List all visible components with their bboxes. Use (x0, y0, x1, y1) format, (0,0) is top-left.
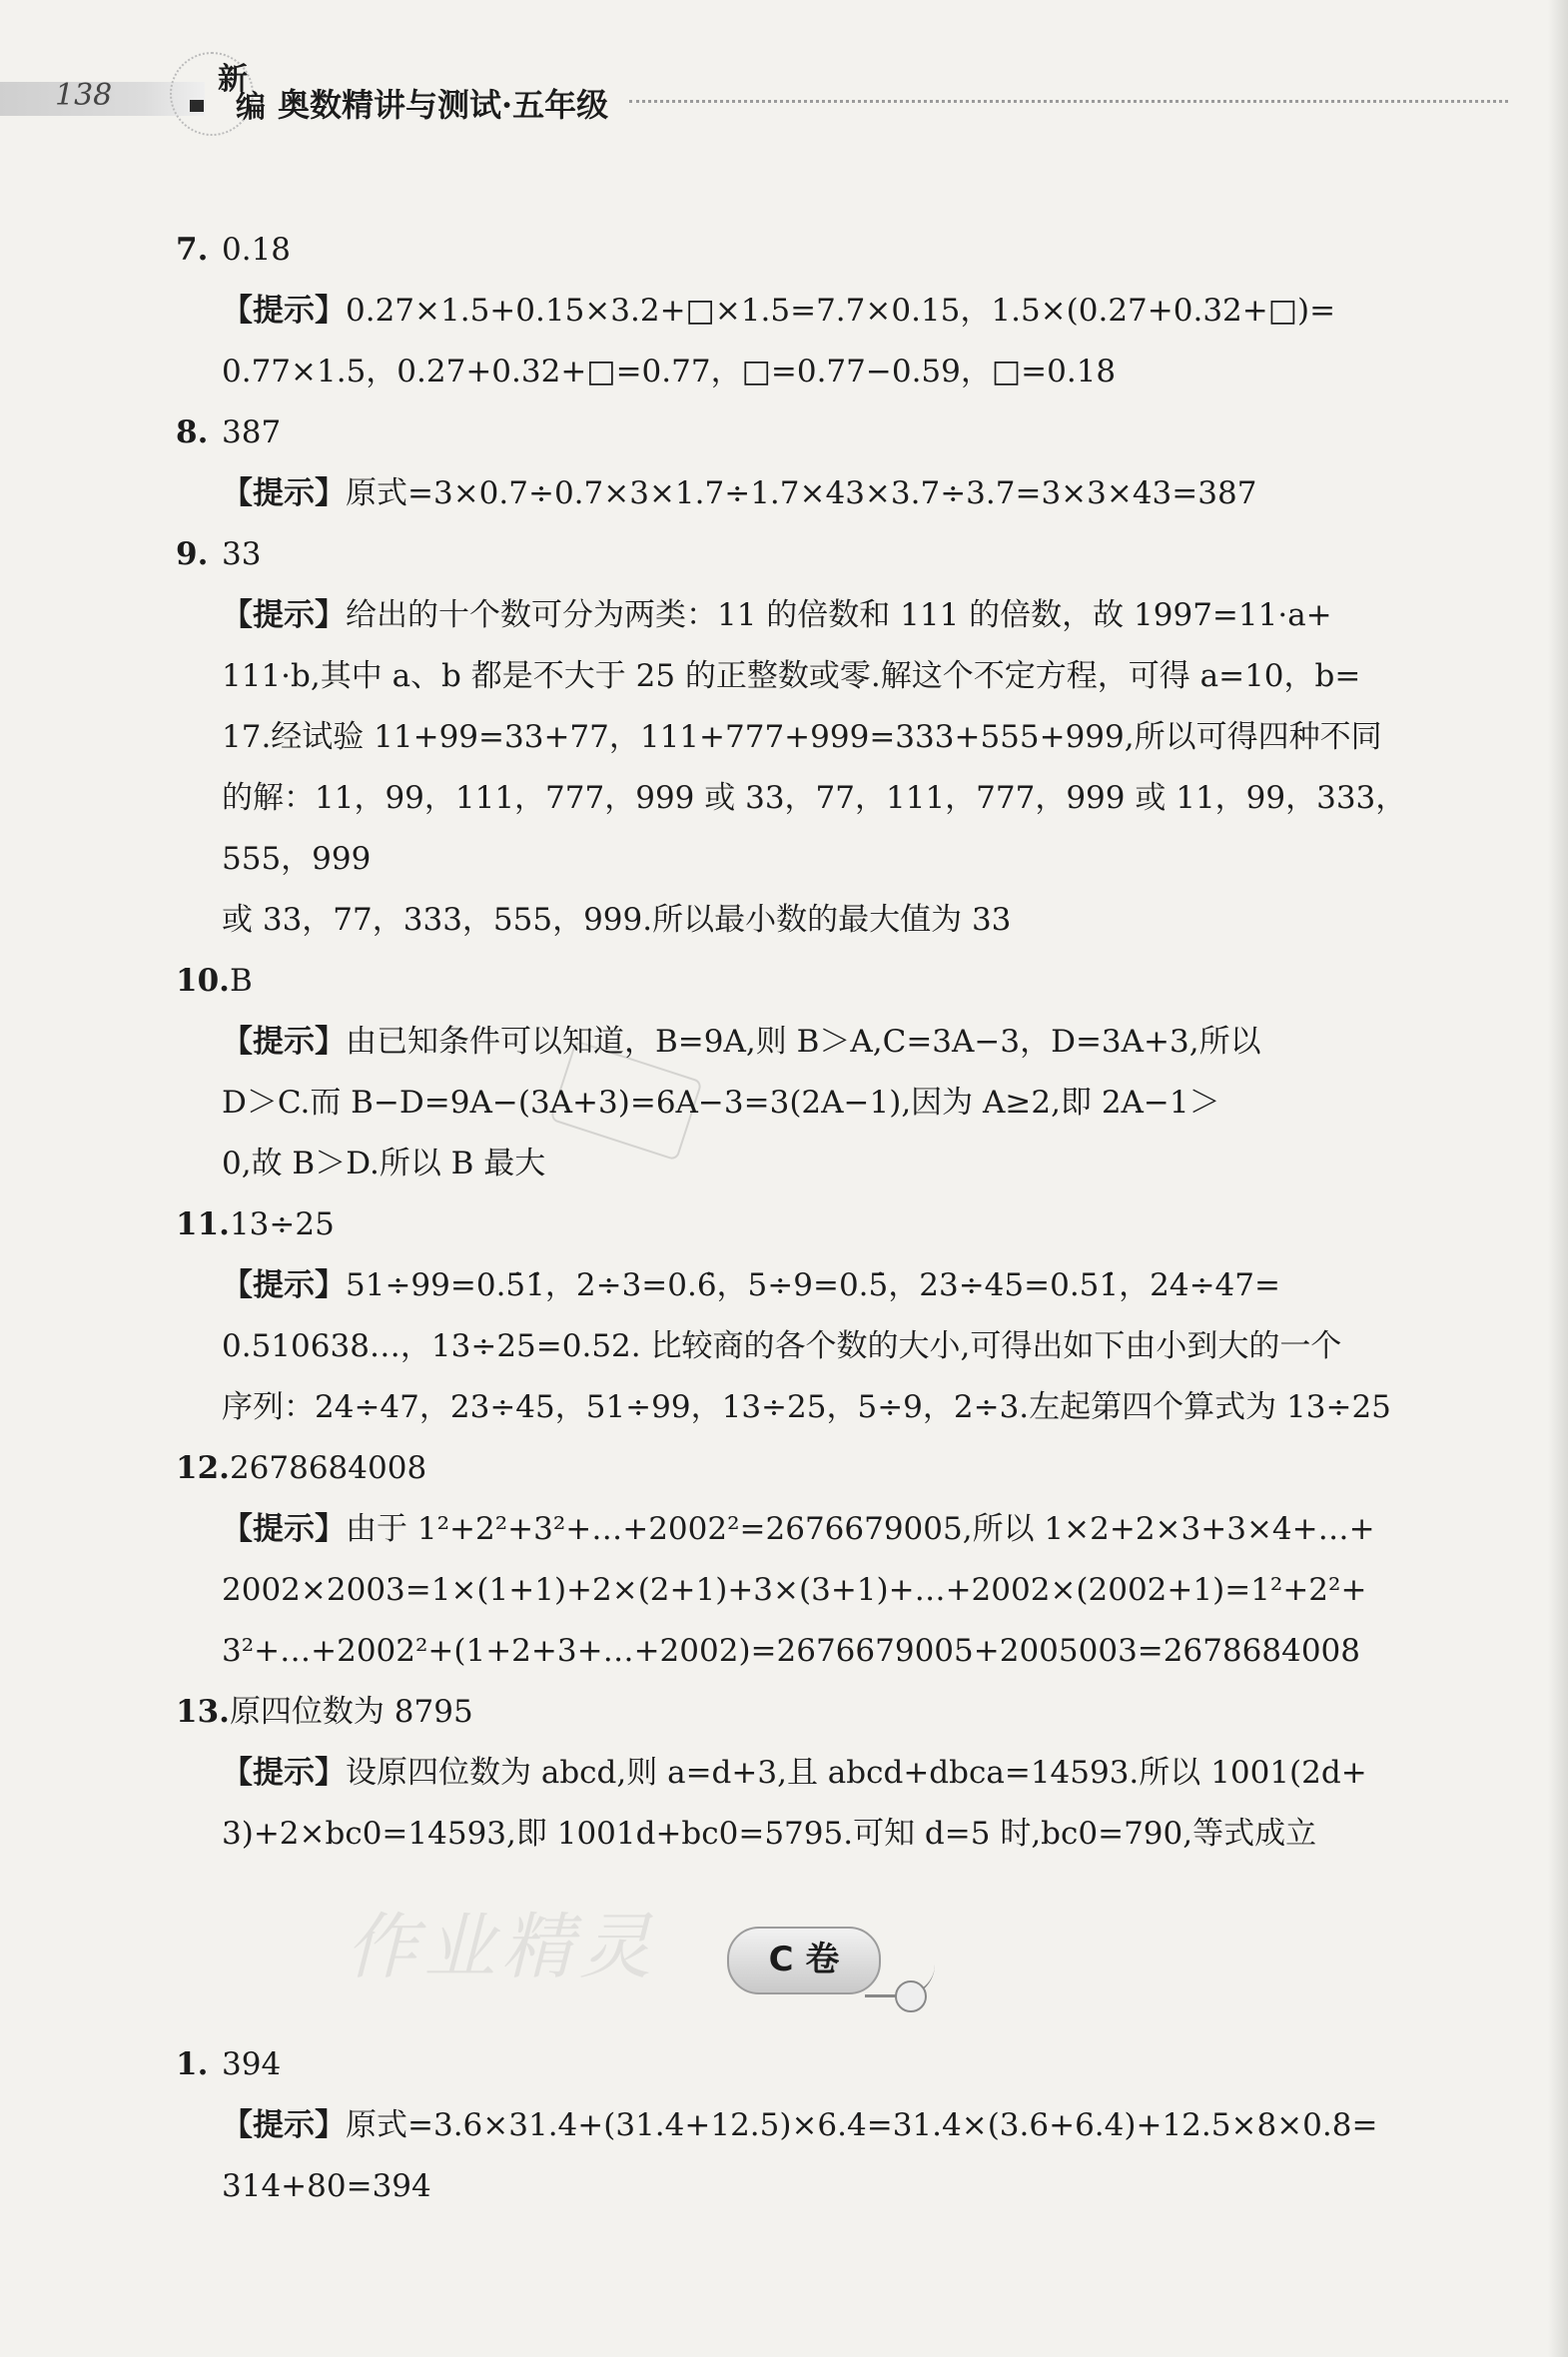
hint-text: 由已知条件可以知道，B=9A,则 B＞A,C=3A−3，D=3A+3,所以 (346, 1024, 1261, 1060)
answer-value: 0.18 (222, 232, 292, 268)
hint-line (222, 281, 1454, 342)
question-number: 13. (176, 1694, 230, 1730)
answer-line (176, 1194, 1454, 1255)
hint-text: 原式=3×0.7÷0.7×3×1.7÷1.7×43×3.7÷3.7=3×3×43=387 (346, 475, 1257, 511)
hint-line (222, 890, 1454, 951)
answer-value: B (229, 963, 253, 999)
question-number: 10. (176, 963, 230, 999)
hint-text: 0.27×1.5+0.15×3.2+□×1.5=7.7×0.15，1.5×(0.27+0.32+□)= (346, 293, 1336, 329)
section-c-heading (176, 1865, 1454, 2034)
hint-line (222, 1012, 1454, 1073)
hint-text: 由于 1²+2²+3²+…+2002²=2676679005,所以 1×2+2×3+3×4+…+ (346, 1511, 1375, 1547)
header-dotted-rule (629, 100, 1508, 103)
answer-value: 原四位数为 8795 (229, 1694, 473, 1730)
hint-line (222, 1377, 1454, 1438)
hint-block (176, 281, 1454, 402)
hint-label: 【提示】 (222, 1024, 346, 1060)
hint-block (176, 2095, 1454, 2217)
logo-text-new: 新 (218, 62, 248, 97)
question-number: 9. (176, 536, 209, 572)
hint-text: 2002×2003=1×(1+1)+2×(2+1)+3×(3+1)+…+2002×(2002+1)=1²+2²+ (222, 1572, 1367, 1608)
section-c-badge: C 卷 (727, 1927, 881, 1994)
watermark-text: 作业精灵 (346, 1905, 658, 1988)
hint-line (222, 2156, 1454, 2217)
answer-line (176, 2034, 1454, 2095)
hint-label: 【提示】 (222, 1755, 346, 1791)
hint-text: 3)+2×bc0=14593,即 1001d+bc0=5795.可知 d=5 时,bc0=790,等式成立 (222, 1816, 1317, 1852)
hint-line (222, 1499, 1454, 1560)
hint-text: 0,故 B＞D.所以 B 最大 (222, 1146, 546, 1181)
hint-line (222, 1560, 1454, 1621)
hint-label: 【提示】 (222, 1511, 346, 1547)
logo-square-icon (190, 100, 204, 112)
hint-text: 的解：11，99，111，777，999 或 33，77，111，777，999 或 11，99，333，555，999 (222, 780, 1407, 877)
question-number: 7. (176, 232, 209, 268)
question-number: 11. (176, 1206, 230, 1242)
hint-label: 【提示】 (222, 2107, 346, 2143)
hint-block (176, 1012, 1454, 1194)
answer-item (176, 1438, 1454, 1682)
hint-label: 【提示】 (222, 475, 346, 511)
hint-line (222, 1073, 1454, 1134)
hint-block (176, 585, 1454, 951)
answer-item (176, 951, 1454, 1194)
answer-content (176, 220, 1454, 2217)
answer-line (176, 1438, 1454, 1499)
answer-item (176, 1682, 1454, 1865)
question-number: 12. (176, 1450, 230, 1486)
hint-line (222, 463, 1454, 524)
answer-line (176, 1682, 1454, 1743)
answer-line (176, 220, 1454, 281)
answer-list-b (176, 220, 1454, 1865)
hint-text: 0.510638…，13÷25=0.52. 比较商的各个数的大小,可得出如下由小到大的一个 (222, 1328, 1342, 1364)
hint-block (176, 1499, 1454, 1682)
hint-line (222, 646, 1454, 707)
badge-circle-icon (895, 1980, 927, 2012)
question-number: 8. (176, 414, 209, 450)
hint-line (222, 1255, 1454, 1316)
answer-value: 13÷25 (229, 1206, 335, 1242)
hint-block (176, 1255, 1454, 1438)
hint-line (222, 1134, 1454, 1194)
hint-line (222, 585, 1454, 646)
hint-text: 51÷99=0.5̇1̇，2÷3=0.6̇，5÷9=0.5̇，23÷45=0.51̇，24÷47= (346, 1267, 1280, 1303)
answer-item (176, 1194, 1454, 1438)
hint-text: D＞C.而 B−D=9A−(3A+3)=6A−3=3(2A−1),因为 A≥2,即 2A−1＞ (222, 1085, 1220, 1121)
answer-line (176, 951, 1454, 1012)
hint-block (176, 1743, 1454, 1865)
page-header (0, 60, 1518, 130)
logo-text-edit: 编 (236, 90, 266, 125)
hint-line (222, 342, 1454, 402)
book-title: 奥数精讲与测试·五年级 (278, 86, 609, 124)
hint-text: 或 33，77，333，555，999.所以最小数的最大值为 33 (222, 902, 1012, 938)
hint-label: 【提示】 (222, 293, 346, 329)
hint-text: 给出的十个数可分为两类：11 的倍数和 111 的倍数，故 1997=11·a+ (346, 597, 1332, 633)
hint-text: 序列：24÷47，23÷45，51÷99，13÷25，5÷9，2÷3.左起第四个算式为 13÷25 (222, 1389, 1391, 1425)
hint-block (176, 463, 1454, 524)
hint-text: 111·b,其中 a、b 都是不大于 25 的正整数或零.解这个不定方程，可得 a=10，b= (222, 658, 1361, 694)
answer-line (176, 402, 1454, 463)
answer-line (176, 524, 1454, 585)
answer-list-c (176, 2034, 1454, 2217)
answer-value: 387 (222, 414, 282, 450)
hint-text: 原式=3.6×31.4+(31.4+12.5)×6.4=31.4×(3.6+6.4)+12.5×8×0.8= (346, 2107, 1378, 2143)
hint-line (222, 1316, 1454, 1377)
hint-label: 【提示】 (222, 1267, 346, 1303)
answer-value: 2678684008 (229, 1450, 427, 1486)
page-number: 138 (55, 78, 113, 113)
answer-item (176, 2034, 1454, 2217)
hint-line (222, 768, 1454, 890)
hint-line (222, 707, 1454, 768)
hint-text: 0.77×1.5，0.27+0.32+□=0.77，□=0.77−0.59，□=0.18 (222, 354, 1117, 390)
hint-line (222, 1804, 1454, 1865)
hint-text: 3²+…+2002²+(1+2+3+…+2002)=2676679005+2005003=2678684008 (222, 1633, 1360, 1669)
hint-label: 【提示】 (222, 597, 346, 633)
hint-line (222, 1743, 1454, 1804)
page-edge-shadow (1548, 0, 1568, 2357)
answer-item (176, 524, 1454, 951)
answer-item (176, 402, 1454, 524)
answer-value: 33 (222, 536, 262, 572)
answer-item (176, 220, 1454, 402)
hint-line (222, 1621, 1454, 1682)
answer-value: 394 (222, 2046, 282, 2082)
hint-text: 314+80=394 (222, 2168, 431, 2204)
hint-text: 设原四位数为 abcd,则 a=d+3,且 abcd+dbca=14593.所以 1001(2d+ (346, 1755, 1367, 1791)
hint-text: 17.经试验 11+99=33+77，111+777+999=333+555+999,所以可得四种不同 (222, 719, 1382, 755)
hint-line (222, 2095, 1454, 2156)
question-number: 1. (176, 2046, 209, 2082)
